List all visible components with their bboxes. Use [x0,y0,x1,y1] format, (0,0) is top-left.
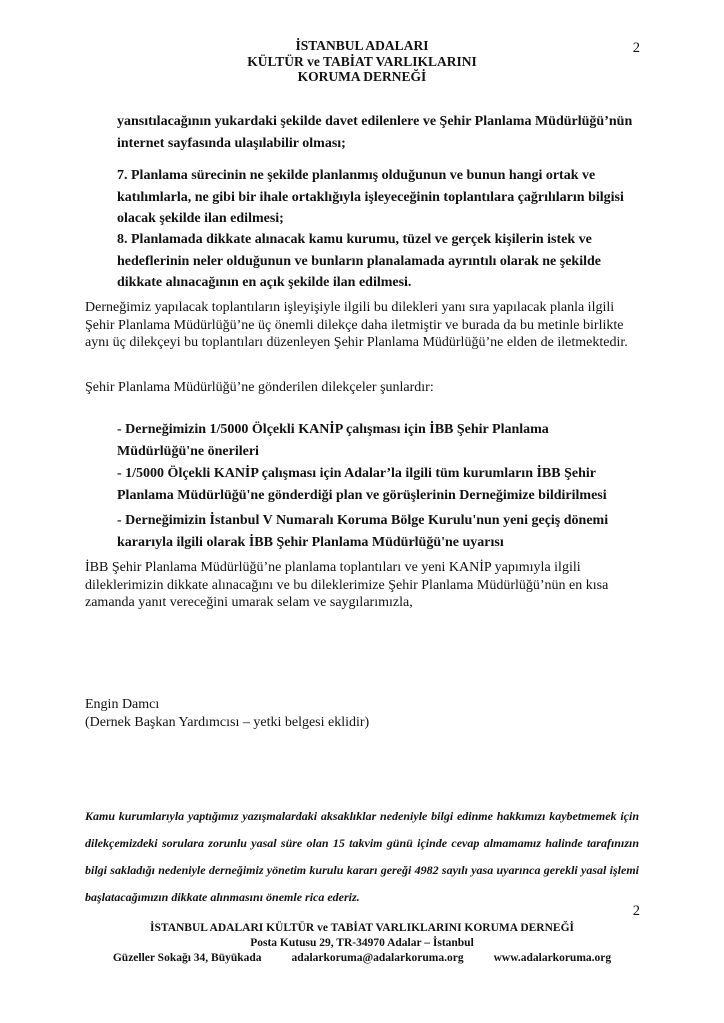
petition-item-1: - Derneğimizin 1/5000 Ölçekli KANİP çalışması için İBB Şehir Planlama Müdürlüğü'ne önerileri [117,422,549,459]
footer-postal-address: Posta Kutusu 29, TR-34970 Adalar – İstanbul [250,937,474,949]
letterhead-line1: İSTANBUL ADALARI [295,38,429,53]
paragraph-body-1: Derneğimiz yapılacak toplantıların işleyişiyle ilgili bu dilekleri yanı sıra yapılacak planla ilgili Şehir Planlama Müdürlüğü’ne üç önemli dilekçe daha iletmiştir ve burada da bu metinle birlikte aynı üç dilekçeyi bu toplantıları düzenleyen Şehir Planlama Müdürlüğü’ne elden de iletmektedir. [85,300,628,350]
legal-footnote: Kamu kurumlarıyla yaptığımız yazışmalardaki aksaklıklar nedeniyle bilgi edinme hakkımızı kaybetmemek için dilekçemizdeki sorulara zorunlu yasal süre olan 15 takvim günü içinde cevap almamamız halinde tarafınızın bilgi sakladığı nedeniyle derneğimiz yönetim kurulu kararı gereği 4982 sayılı yasa uyarınca gerekli yasal işlemi başlatacağımızın dikkate alınmasını önemle rica ederiz. [85,809,639,904]
letterhead-line3: KORUMA DERNEĞİ [297,69,427,84]
page-number-bottom: 2 [632,903,640,919]
footer-street-address: Güzeller Sokağı 34, Büyükada [112,952,262,964]
paragraph-intro-item: yansıtılacağının yukardaki şekilde davet edilenlere ve Şehir Planlama Müdürlüğü’nün internet sayfasında ulaşılabilir olması; [117,114,633,151]
signature-name: Engin Damcı [85,697,160,712]
paragraph-body-2: Şehir Planlama Müdürlüğü’ne gönderilen dilekçeler şunlardır: [85,380,434,395]
letterhead [0,38,724,85]
letterhead-line2: KÜLTÜR ve TABİAT VARLIKLARINI [247,53,477,69]
paragraph-item-8: 8. Planlamada dikkate alınacak kamu kurumu, tüzel ve gerçek kişilerin istek ve hedeflerinin neler olduğunun ve bunların planalamada ayrıntılı olarak ne şekilde dikkate alınacağının en açık şekilde ilan edilmesi. [117,232,601,290]
footer-email: adalarkoruma@adalarkoruma.org [291,952,464,964]
paragraph-closing: İBB Şehir Planlama Müdürlüğü’ne planlama toplantıları ve yeni KANİP yapımıyla ilgili dileklerimizin dikkate alınacağını ve bu dileklerimize Şehir Planlama Müdürlüğü’nün en kısa zamanda yanıt vereceğini umarak selam ve saygılarımızla, [85,560,609,610]
footer-org-name: İSTANBUL ADALARI KÜLTÜR ve TABİAT VARLIKLARINI KORUMA DERNEĞİ [150,922,574,934]
paragraph-item-7: 7. Planlama sürecinin ne şekilde planlanmış olduğunun ve bunun hangi ortak ve katılımlarla, ne gibi bir ihale ortaklığıyla işleyeceğinin toplantılara çağrılıların bilgisi olacak şekilde ilan edilmesi; [117,168,624,226]
footer-contact-line [0,951,724,966]
signature-title: (Dernek Başkan Yardımcısı – yetki belgesi eklidir) [85,714,370,730]
page-number-top: 2 [632,40,640,56]
petition-item-2: - 1/5000 Ölçekli KANİP çalışması için Adalar’la ilgili tüm kurumların İBB Şehir Planlama Müdürlüğü'ne gönderdiği plan ve görüşlerinin Derneğimize bildirilmesi [117,466,607,503]
petition-item-3: - Derneğimizin İstanbul V Numaralı Koruma Bölge Kurulu'nun yeni geçiş dönemi kararıyla ilgili olarak İBB Şehir Planlama Müdürlüğü'ne uyarısı [117,513,609,550]
footer-website: www.adalarkoruma.org [493,952,612,964]
footer-block [0,921,724,966]
signature-block [85,696,639,731]
